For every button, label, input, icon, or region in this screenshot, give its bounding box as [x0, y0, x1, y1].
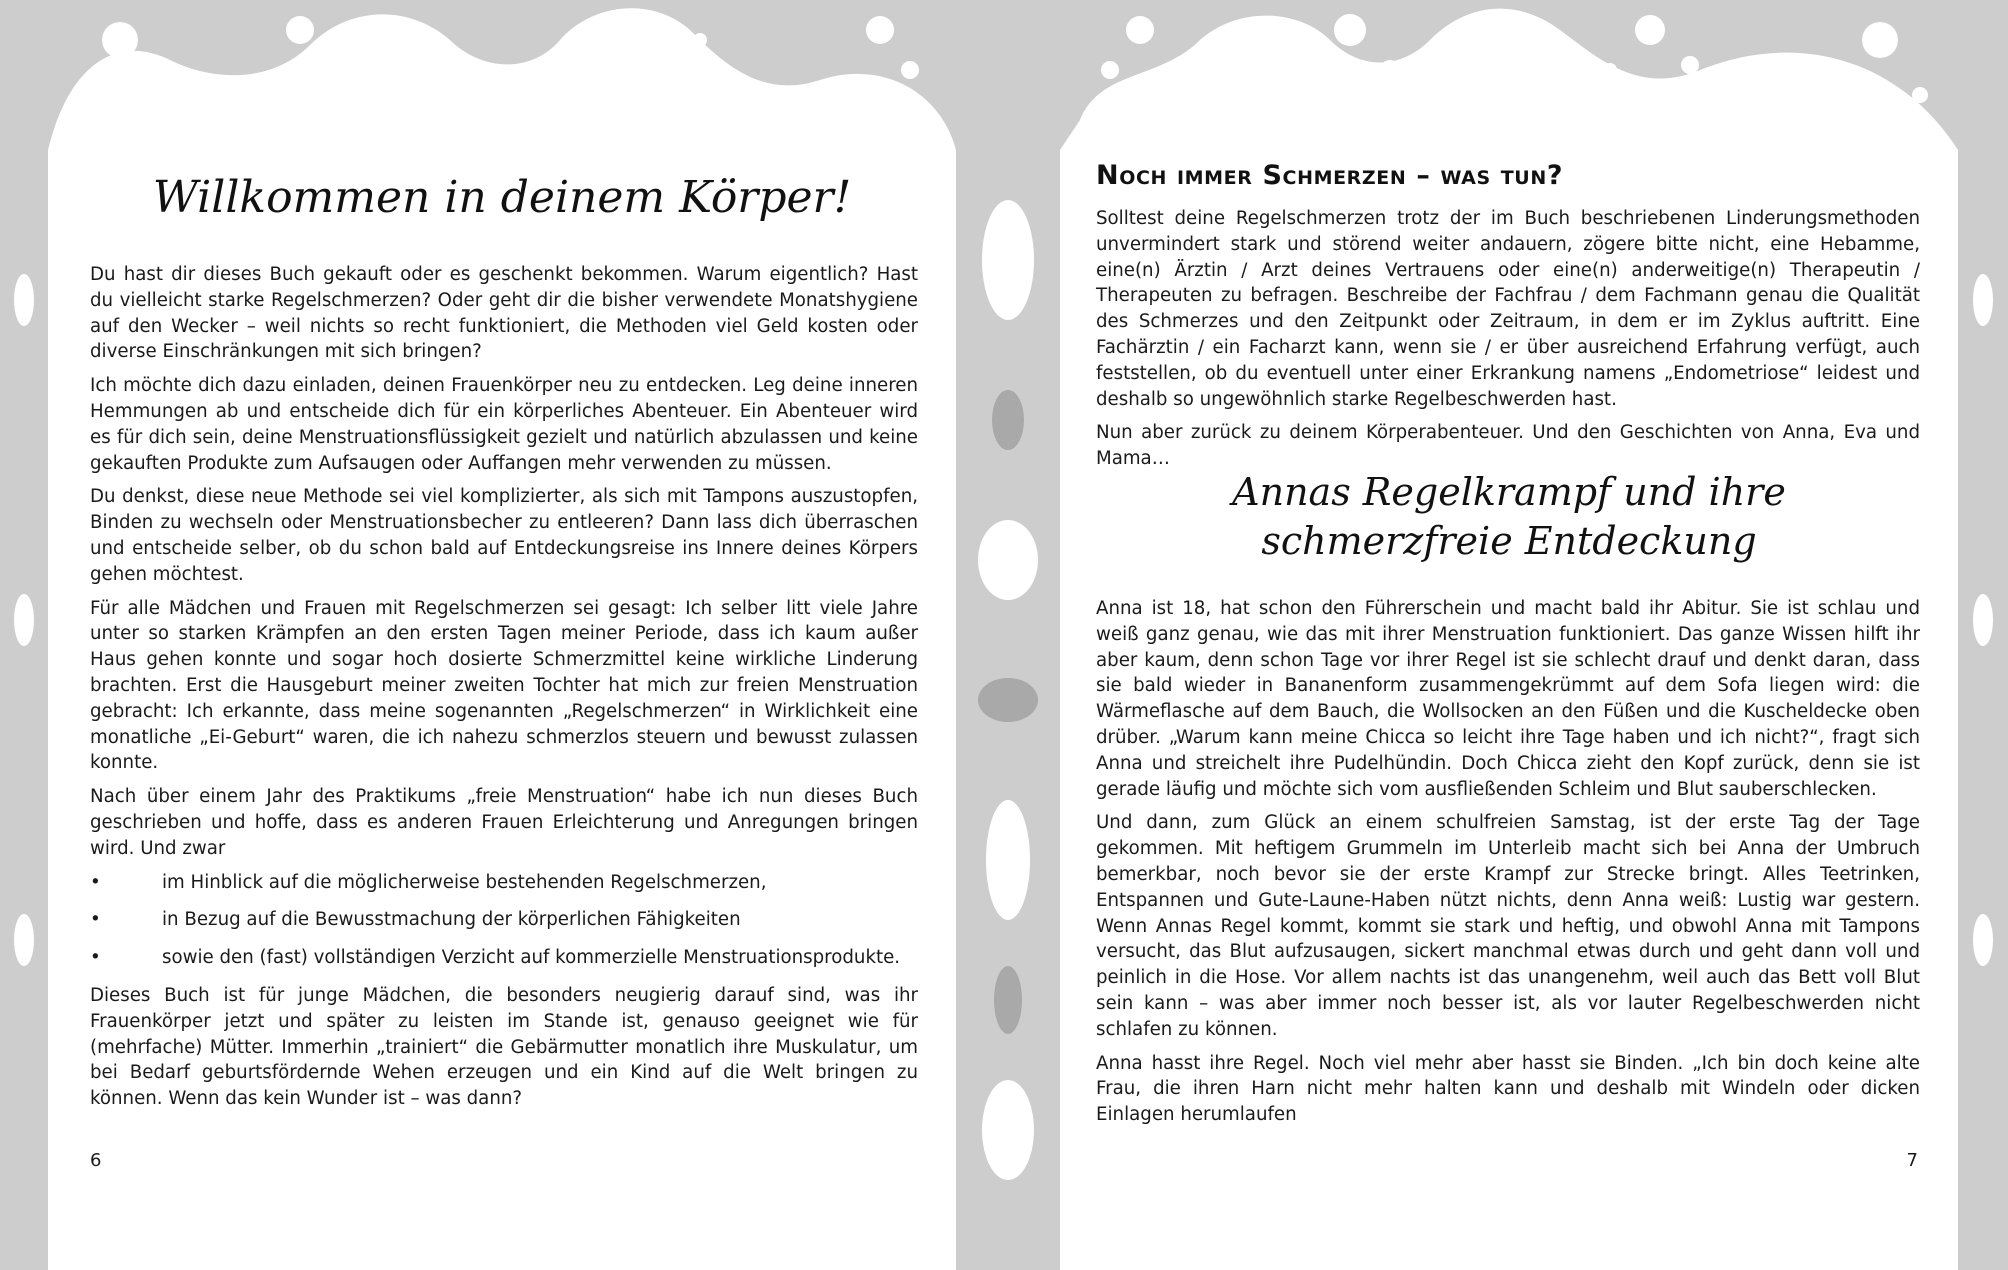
paragraph: Nach über einem Jahr des Praktikums „freie Menstruation“ habe ich nun dieses Buch geschrieben und hoffe, dass es anderen Frauen Erleichterung und Anregungen bringen wird. Und zwar: [90, 786, 918, 859]
bullet-list: [90, 870, 918, 971]
list-item: [90, 945, 918, 971]
right-intro: [1096, 206, 1920, 480]
page-number: 7: [1906, 1150, 1918, 1171]
page-number: 6: [90, 1150, 102, 1171]
bullet-icon: •: [90, 871, 101, 893]
paragraph: Und dann, zum Glück an einem schulfreien Samstag, ist der erste Tag der Tage gekommen. Mit heftigem Grummeln im Unterleib macht sich bei Anna der Umbruch bemerkbar, noch bevor sie der erste Krampf zur Strecke bringt. Alles Teetrinken, Entspannen und Gute-Laune-Haben nützt nichts, denn Anna weiß: Lustig war gestern. Wenn Annas Regel kommt, kommt sie stark und heftig, und obwohl Anna mit Tampons versucht, das Blut aufzusaugen, sickert manchmal etwas durch und geht dann voll und peinlich in die Hose. Vor allem nachts ist das unangenehm, weil auch das Bett voll Blut sein kann – was aber immer noch besser ist, als vor lauter Regelbeschwerden nicht schlafen zu können.: [1096, 812, 1920, 1040]
list-item: [90, 870, 918, 896]
paragraph: Anna ist 18, hat schon den Führerschein und macht bald ihr Abitur. Sie ist schlau und weiß ganz genau, wie das mit ihrer Menstruation funktioniert. Das ganze Wissen hilft ihr aber kaum, denn schon Tage vor ihrer Regel ist sie schlecht drauf und denkt daran, dass sie bald wieder in Bananenform zusammengekrümmt auf dem Sofa liegen wird: die Wärmeflasche auf dem Bauch, die Wollsocken an den Füßen und die Kuscheldecke oben drüber. „Warum kann meine Chicca so leicht ihre Tage haben und ich nicht?“, fragt sich Anna und streichelt ihre Pudelhündin. Doch Chicca zieht den Kopf zurück, denn sie ist gerade läufig und möchte sich vom ausfließenden Schleim und Blut sauberschlecken.: [1096, 598, 1920, 800]
paragraph: Du denkst, diese neue Methode sei viel komplizierter, als sich mit Tampons auszustopfen, Binden zu wechseln oder Menstruationsbecher zu entleeren? Dann lass dich überraschen und entscheide selber, ob du schon bald auf Entdeckungsreise ins Innere deines Körpers gehen möchtest.: [90, 486, 918, 585]
paragraph: Für alle Mädchen und Frauen mit Regelschmerzen sei gesagt: Ich selber litt viele Jahre unter so starken Krämpfen an den ersten Tagen meiner Periode, dass ich kaum außer Haus gehen konnte und sogar hoch dosierte Schmerzmittel keine wirkliche Linderung brachten. Erst die Hausgeburt meiner zweiten Tochter hat mich zur freien Menstruation gebracht: Ich erkannte, dass meine sogenannten „Regelschmerzen“ in Wirklichkeit eine monatliche „Ei-Geburt“ waren, die ich nahezu schmerzlos steuern und bewusst zulassen konnte.: [90, 597, 918, 774]
list-item-text: im Hinblick auf die möglicherweise bestehenden Regelschmerzen,: [162, 871, 767, 893]
chapter-title: [1060, 468, 1958, 567]
right-story: [1096, 596, 1920, 1136]
section-heading: Noch immer Schmerzen – was tun?: [1096, 160, 1564, 191]
paragraph: Nun aber zurück zu deinem Körperabenteuer. Und den Geschichten von Anna, Eva und Mama…: [1096, 422, 1920, 470]
paragraph: Anna hasst ihre Regel. Noch viel mehr aber hasst sie Binden. „Ich bin doch keine alte Frau, die ihren Harn nicht mehr halten kann und deshalb mit Windeln oder dicken Einlagen herumlaufen: [1096, 1052, 1920, 1126]
list-item-text: sowie den (fast) vollständigen Verzicht auf kommerzielle Menstruationsprodukte.: [162, 947, 901, 969]
chapter-title-line: Annas Regelkrampf und ihre: [1232, 470, 1786, 514]
list-item-text: in Bezug auf die Bewusstmachung der körperlichen Fähigkeiten: [162, 909, 741, 931]
paragraph: Solltest deine Regelschmerzen trotz der im Buch beschriebenen Linderungsmethoden unvermindert stark und störend weiter andauern, zögere bitte nicht, eine Hebamme, eine(n) Ärztin / Arzt deines Vertrauens oder eine(n) anderweitige(n) Therapeutin / Therapeuten zu befragen. Beschreibe der Fachfrau / dem Fachmann genau die Qualität des Schmerzes und den Zeitpunkt oder Zeitraum, in dem er im Zyklus auftritt. Eine Fachärztin / ein Facharzt kann, wenn sie / er über ausreichend Erfahrung verfügt, auch feststellen, ob du eventuell unter einer Erkrankung namens „Endometriose“ leidest und deshalb so ungewöhnlich starke Regelbeschwerden hast.: [1096, 208, 1920, 410]
list-item: [90, 907, 918, 933]
chapter-title-line: schmerzfreie Entdeckung: [1261, 519, 1757, 564]
page-title: Willkommen in deinem Körper!: [152, 172, 852, 223]
paragraph: Du hast dir dieses Buch gekauft oder es geschenkt bekommen. Warum eigentlich? Hast du vielleicht starke Regelschmerzen? Oder geht dir die bisher verwendete Monatshygiene auf den Wecker – weil nichts so recht funktioniert, die Methoden viel Geld kosten oder diverse Einschränkungen mit sich bringen?: [90, 264, 918, 363]
bullet-icon: •: [90, 947, 101, 969]
left-body: [90, 262, 918, 1120]
paragraph: Dieses Buch ist für junge Mädchen, die besonders neugierig darauf sind, was ihr Frauenkörper jetzt und später zu leisten im Stande ist, genauso geeignet wie für (mehrfache) Mütter. Immerhin „trainiert“ die Gebärmutter monatlich ihre Muskulatur, um bei Bedarf geburtsfördernde Wehen erzeugen und ein Kind auf die Welt bringen zu können. Wenn das kein Wunder ist – was dann?: [90, 984, 918, 1110]
bullet-icon: •: [90, 909, 101, 931]
paragraph: Ich möchte dich dazu einladen, deinen Frauenkörper neu zu entdecken. Leg deine inneren Hemmungen ab und entscheide dich für ein körperliches Abenteuer. Ein Abenteuer wird es für dich sein, deine Menstruationsflüssigkeit gezielt und natürlich abzulassen und keine gekauften Produkte zum Aufsaugen oder Auffangen mehr verwenden zu müssen.: [90, 375, 918, 474]
